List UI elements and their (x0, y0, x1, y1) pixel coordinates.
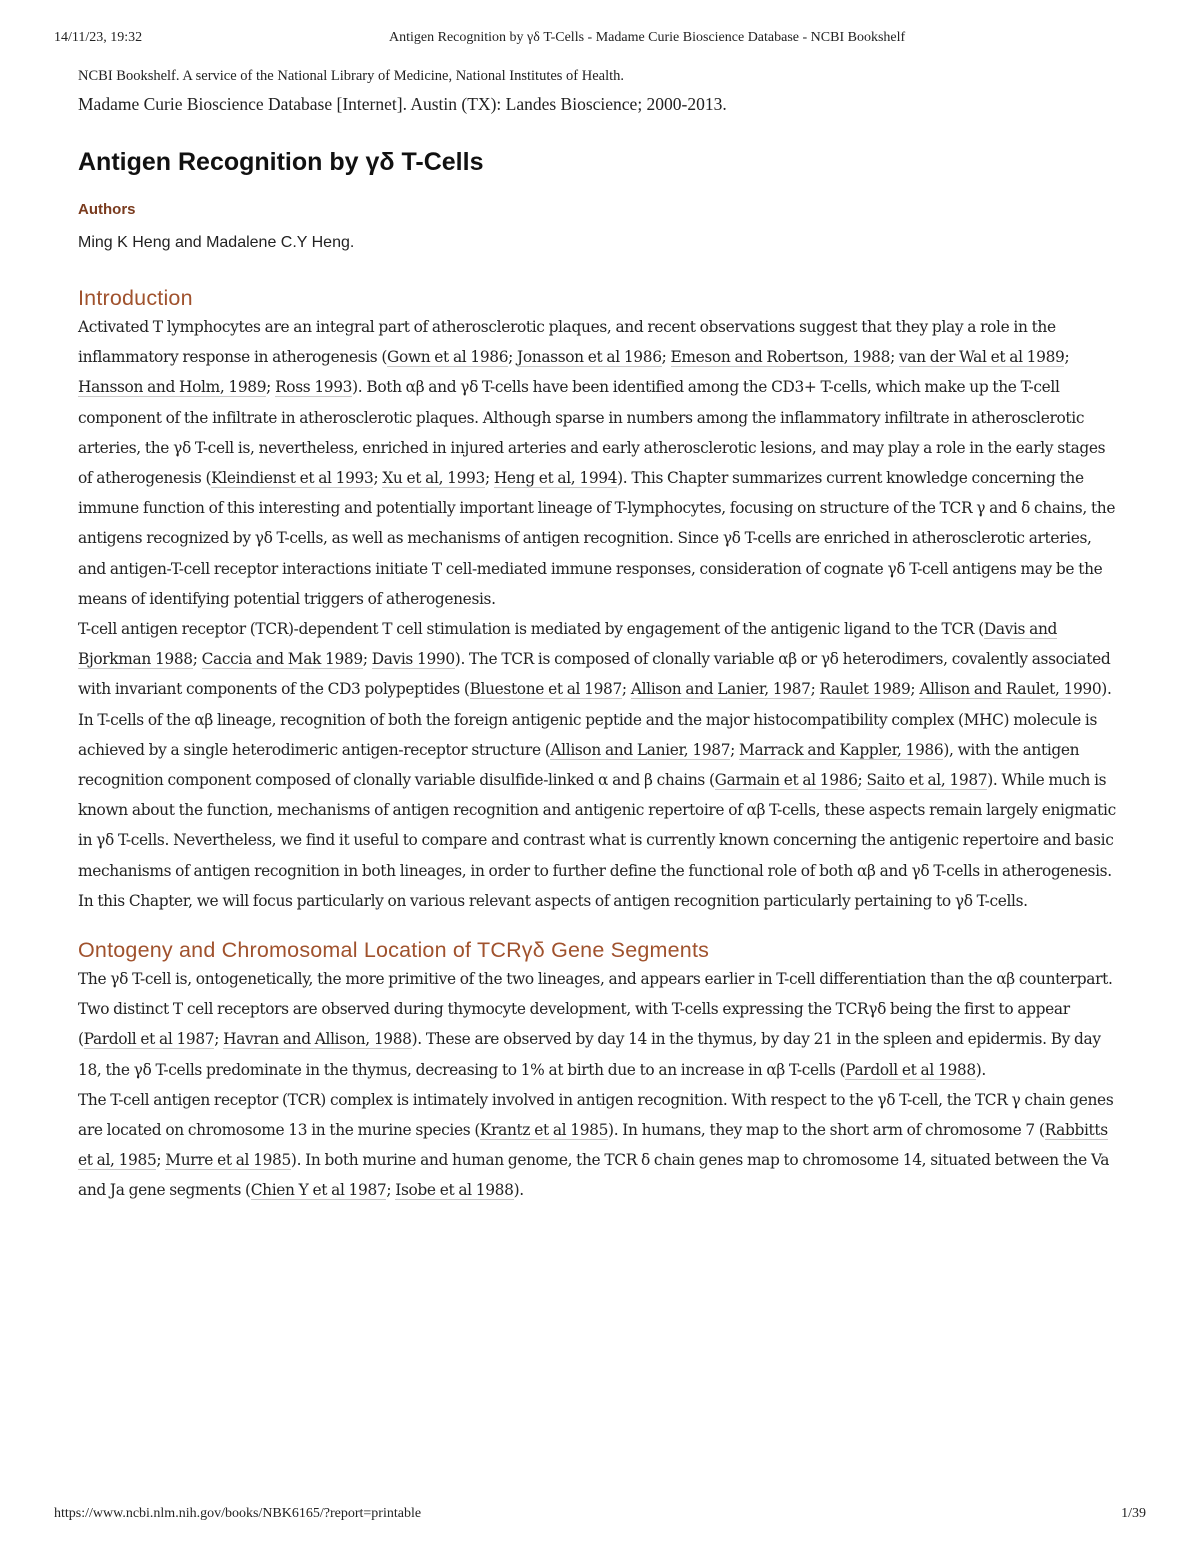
citation-link[interactable]: Ross 1993 (275, 378, 353, 397)
article-content (78, 66, 1118, 1206)
citation-link[interactable]: Jonasson et al 1986 (517, 348, 662, 367)
citation-link[interactable]: Kleindienst et al 1993 (211, 469, 374, 488)
citation-link[interactable]: Havran and Allison, 1988 (223, 1030, 412, 1049)
paragraph: The γδ T-cell is, ontogenetically, the more primitive of the two lineages, and appears earlier in T-cell differentiation than the αβ counterpart. Two distinct T cell receptors are observed during thymocyte development, with T-cells expressing the TCRγδ being the first to appear (Pardoll et al 1987; Havran and Allison, 1988). These are observed by day 14 in the thymus, by day 21 in the spleen and epidermis. By day 18, the γδ T-cells predominate in the thymus, decreasing to 1% at birth due to an increase in αβ T-cells (Pardoll et al 1988). (78, 970, 1113, 1079)
citation-link[interactable]: Pardoll et al 1987 (83, 1030, 215, 1049)
article-title: Antigen Recognition by γδ T-Cells (78, 148, 484, 176)
citation-link[interactable]: Murre et al 1985 (165, 1151, 291, 1170)
source-citation: Madame Curie Bioscience Database [Internet]. Austin (TX): Landes Bioscience; 2000-2013. (78, 94, 727, 114)
section-heading-introduction: Introduction (78, 286, 193, 310)
print-footer (54, 1506, 1146, 1526)
bookshelf-notice: NCBI Bookshelf. A service of the National Library of Medicine, National Institutes of Health. (78, 68, 625, 84)
paragraph: The T-cell antigen receptor (TCR) complex is intimately involved in antigen recognition. With respect to the γδ T-cell, the TCR γ chain genes are located on chromosome 13 in the murine species (Krantz et al 1985). In humans, they map to the short arm of chromosome 7 (Rabbitts et al, 1985; Murre et al 1985). In both murine and human genome, the TCR δ chain genes map to chromosome 14, situated between the Va and Ja gene segments (Chien Y et al 1987; Isobe et al 1988). (78, 1090, 1114, 1200)
authors-label: Authors (78, 201, 136, 218)
citation-link[interactable]: Saito et al, 1987 (866, 771, 988, 790)
citation-link[interactable]: Rabbitts et al, 1985 (78, 1121, 1108, 1170)
citation-link[interactable]: van der Wal et al 1989 (898, 348, 1065, 367)
page-number: 1/39 (1121, 1506, 1146, 1521)
citation-link[interactable]: Krantz et al 1985 (480, 1121, 609, 1140)
print-page-title: Antigen Recognition by γδ T-Cells - Madame Curie Bioscience Database - NCBI Bookshelf (389, 30, 906, 45)
citation-link[interactable]: Davis and Bjorkman 1988 (78, 620, 1058, 669)
citation-link[interactable]: Davis 1990 (371, 650, 455, 669)
citation-link[interactable]: Xu et al, 1993 (382, 469, 485, 488)
citation-link[interactable]: Pardoll et al 1988 (845, 1060, 976, 1079)
paragraph: Activated T lymphocytes are an integral part of atherosclerotic plaques, and recent observations suggest that they play a role in the inflammatory response in atherogenesis (Gown et al 1986; Jonasson et al 1986; Emeson and Robertson, 1988; van der Wal et al 1989; Hansson and Holm, 1989; Ross 1993). Both αβ and γδ T-cells have been identified among the CD3+ T-cells, which make up the T-cell component of the infiltrate in atherosclerotic plaques. Although sparse in numbers among the inflammatory infiltrate in atherosclerotic arteries, the γδ T-cell is, nevertheless, enriched in injured arteries and early atherosclerotic lesions, and may play a role in the early stages of atherogenesis (Kleindienst et al 1993; Xu et al, 1993; Heng et al, 1994). This Chapter summarizes current knowledge concerning the immune function of this interesting and potentially important lineage of T-lymphocytes, focusing on structure of the TCR γ and δ chains, the antigens recognized by γδ T-cells, as well as mechanisms of antigen recognition. Since γδ T-cells are enriched in atherosclerotic arteries, and antigen-T-cell receptor interactions initiate T cell-mediated immune responses, consideration of cognate γδ T-cell antigens may be the means of identifying potential triggers of atherogenesis. (78, 318, 1116, 608)
citation-link[interactable]: Raulet 1989 (819, 680, 911, 699)
citation-link[interactable]: Hansson and Holm, 1989 (78, 378, 267, 397)
citation-link[interactable]: Garmain et al 1986 (714, 771, 858, 790)
paragraph: T-cell antigen receptor (TCR)-dependent T cell stimulation is mediated by engagement of the antigenic ligand to the TCR (Davis and Bjorkman 1988; Caccia and Mak 1989; Davis 1990). The TCR is composed of clonally variable αβ or γδ heterodimers, covalently associated with invariant components of the CD3 polypeptides (Bluestone et al 1987; Allison and Lanier, 1987; Raulet 1989; Allison and Raulet, 1990). In T-cells of the αβ lineage, recognition of both the foreign antigenic peptide and the major histocompatibility complex (MHC) molecule is achieved by a single heterodimeric antigen-receptor structure (Allison and Lanier, 1987; Marrack and Kappler, 1986), with the antigen recognition component composed of clonally variable disulfide-linked α and β chains (Garmain et al 1986; Saito et al, 1987). While much is known about the function, mechanisms of antigen recognition and antigenic repertoire of αβ T-cells, these aspects remain largely enigmatic in γδ T-cells. Nevertheless, we find it useful to compare and contrast what is currently known concerning the antigenic repertoire and basic mechanisms of antigen recognition in both lineages, in order to further define the functional role of both αβ and γδ T-cells in atherogenesis. In this Chapter, we will focus particularly on various relevant aspects of antigen recognition particularly pertaining to γδ T-cells. (78, 620, 1116, 910)
citation-link[interactable]: Emeson and Robertson, 1988 (670, 348, 891, 367)
citation-link[interactable]: Marrack and Kappler, 1986 (739, 740, 944, 759)
citation-link[interactable]: Chien Y et al 1987 (250, 1181, 387, 1200)
citation-link[interactable]: Bluestone et al 1987 (469, 680, 622, 699)
citation-link[interactable]: Allison and Lanier, 1987 (630, 680, 811, 699)
print-header (54, 30, 1146, 50)
citation-link[interactable]: Heng et al, 1994 (493, 469, 618, 488)
authors: Ming K Heng and Madalene C.Y Heng. (78, 234, 355, 251)
citation-link[interactable]: Allison and Lanier, 1987 (550, 740, 731, 759)
print-date: 14/11/23, 19:32 (54, 30, 143, 45)
print-url: https://www.ncbi.nlm.nih.gov/books/NBK6165/?report=printable (54, 1506, 422, 1521)
citation-link[interactable]: Gown et al 1986 (387, 348, 509, 367)
citation-link[interactable]: Caccia and Mak 1989 (201, 650, 363, 669)
citation-link[interactable]: Allison and Raulet, 1990 (919, 680, 1102, 699)
citation-link[interactable]: Isobe et al 1988 (395, 1181, 514, 1200)
section-heading-ontogeny: Ontogeny and Chromosomal Location of TCRγδ Gene Segments (78, 938, 710, 963)
